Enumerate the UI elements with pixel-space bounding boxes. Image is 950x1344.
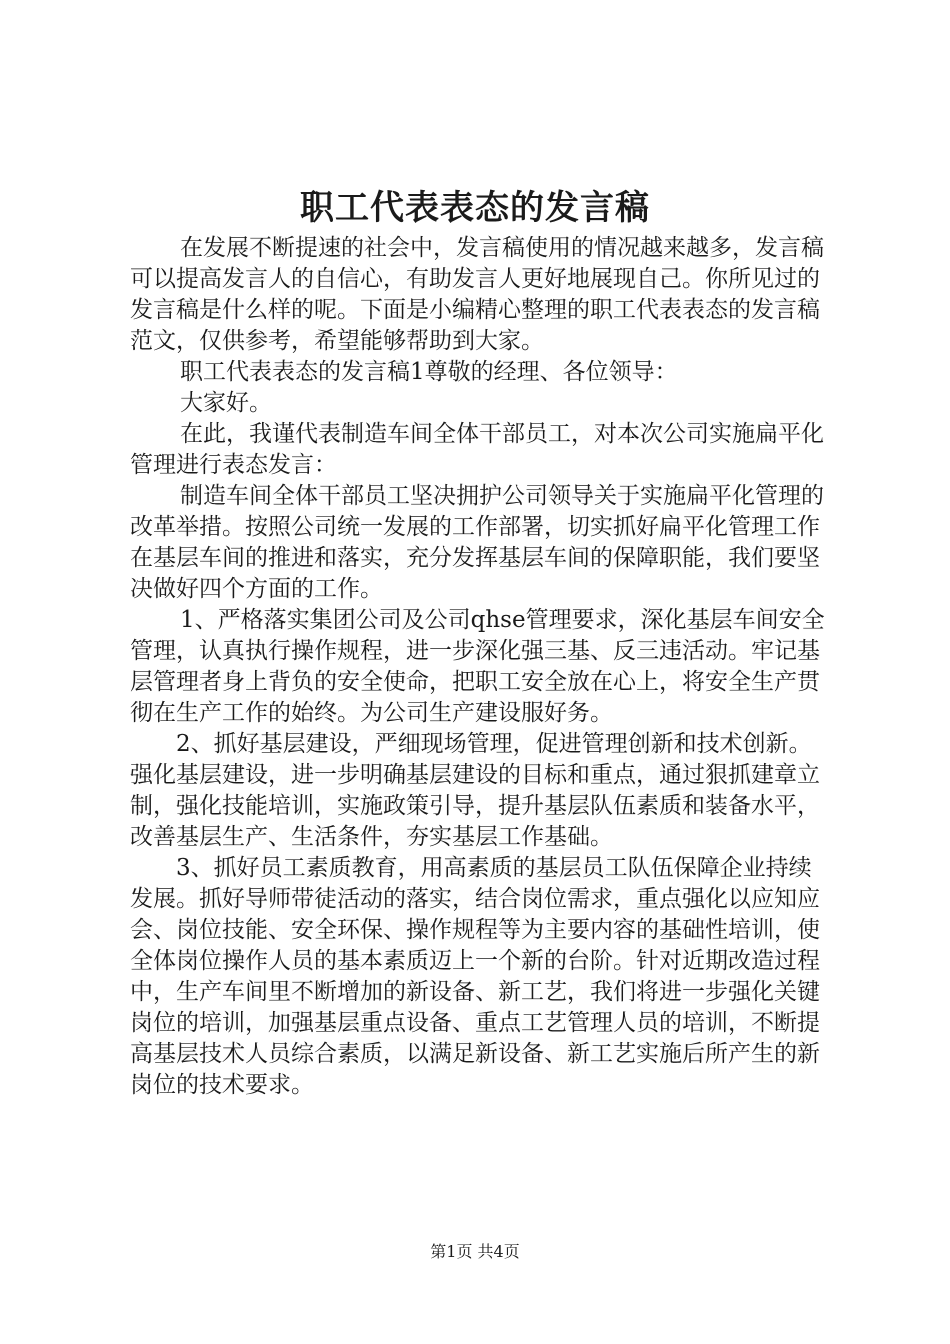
statement-paragraph: 在此，我谨代表制造车间全体干部员工，对本次公司实施扁平化管理进行表态发言：	[130, 421, 824, 478]
point-3-paragraph: 3、抓好员工素质教育，用高素质的基层员工队伍保障企业持续发展。抓好导师带徒活动的落实，结合岗位需求，重点强化以应知应会、岗位技能、安全环保、操作规程等为主要内容的基础性培训，使全体岗位操作人员的基本素质迈上一个新的台阶。针对近期改造过程中，生产车间里不断增加的新设备、新工艺，我们将进一步强化关键岗位的培训，加强基层重点设备、重点工艺管理人员的培训，不断提高基层技术人员综合素质，以满足新设备、新工艺实施后所产生的新岗位的技术要求。	[130, 855, 820, 1098]
document-body	[130, 233, 830, 1101]
support-paragraph: 制造车间全体干部员工坚决拥护公司领导关于实施扁平化管理的改革举措。按照公司统一发展的工作部署，切实抓好扁平化管理工作在基层车间的推进和落实，充分发挥基层车间的保障职能，我们要坚决做好四个方面的工作。	[130, 483, 824, 602]
point-1-paragraph: 1、严格落实集团公司及公司qhse管理要求，深化基层车间安全管理，认真执行操作规程，进一步深化强三基、反三违活动。牢记基层管理者身上背负的安全使命，把职工安全放在心上，将安全生产贯彻在生产工作的始终。为公司生产建设服好务。	[130, 607, 825, 726]
greeting-paragraph: 大家好。	[180, 390, 272, 416]
intro-paragraph: 在发展不断提速的社会中，发言稿使用的情况越来越多，发言稿可以提高发言人的自信心，有助发言人更好地展现自己。你所见过的发言稿是什么样的呢。下面是小编精心整理的职工代表表态的发言稿范文，仅供参考，希望能够帮助到大家。	[130, 235, 824, 354]
point-2-paragraph: 2、抓好基层建设，严细现场管理，促进管理创新和技术创新。强化基层建设，进一步明确基层建设的目标和重点，通过狠抓建章立制，强化技能培训，实施政策引导，提升基层队伍素质和装备水平，改善基层生产、生活条件，夯实基层工作基础。	[130, 731, 820, 850]
document-title: 职工代表表态的发言稿	[300, 188, 650, 228]
speech-heading-paragraph: 职工代表表态的发言稿1尊敬的经理、各位领导：	[180, 359, 678, 385]
page-footer: 第1页 共4页	[430, 1242, 520, 1261]
